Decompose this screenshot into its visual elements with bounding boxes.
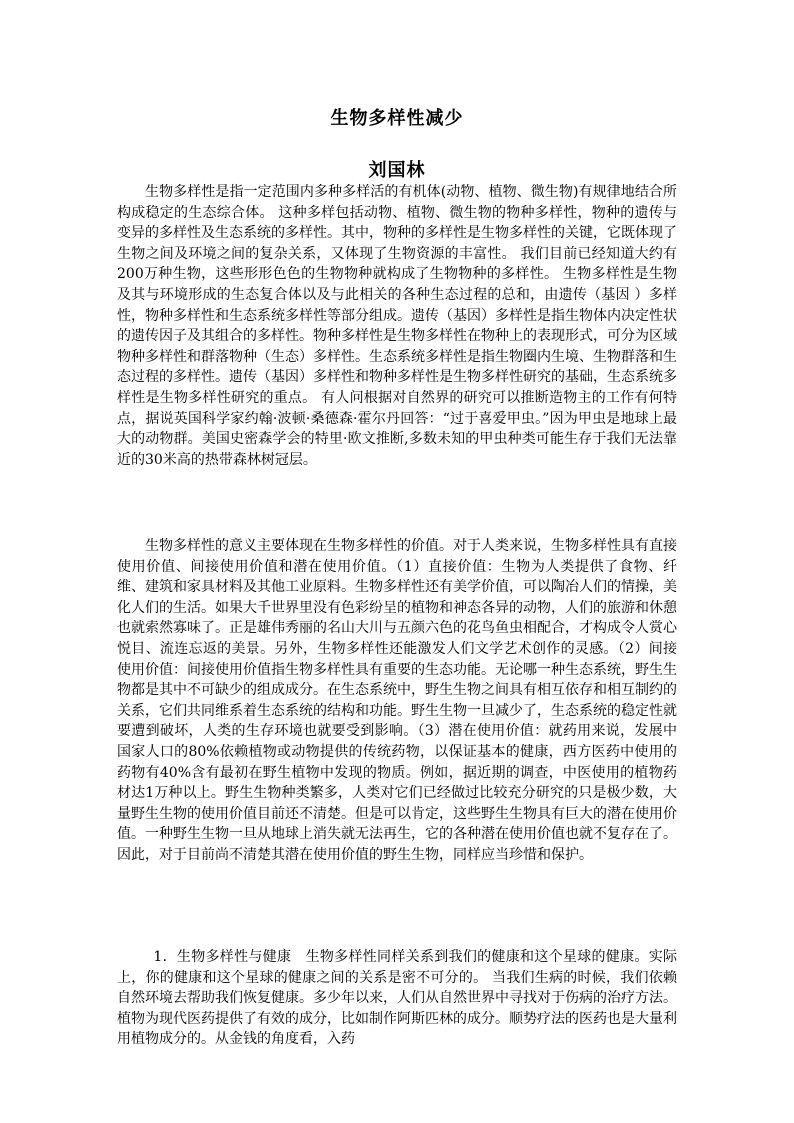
- paragraph-text: 生物多样性是指一定范围内多种多样活的有机体(动物、植物、微生物)有规律地结合所构成稳定的生态综合体。 这种多样包括动物、植物、微生物的物种多样性，物种的遗传与变异的多样性及生态系统的多样性。其中，物种的多样性是生物多样性的关键，它既体现了生物之间及环境之间的复杂关系，又体现了生物资源的丰富性。 我们目前已经知道大约有200万种生物，这些形形色色的生物物种就构成了生物物种的多样性。 生物多样性是生物及其与环境形成的生态复合体以及与此相关的各种生态过程的总和，由遗传（基因 ）多样性，物种多样性和生态系统多样性等部分组成。遗传（基因）多样性是指生物体内决定性状的遗传因子及其组合的多样性。物种多样性是生物多样性在物种上的表现形式，可分为区域物种多样性和群落物种（生态）多样性。生态系统多样性是指生物圈内生境、生物群落和生态过程的多样性。遗传（基因）多样性和物种多样性是生物多样性研究的基础，生态系统多样性是生物多样性研究的重点。 有人问根据对自然界的研究可以推断造物主的工作有何特点，据说英国科学家约翰·波顿·桑德森·霍尔丹回答：“过于喜爱甲虫。”因为甲虫是地球上最大的动物群。美国史密森学会的特里·欧文推断,多数未知的甲虫种类可能生存于我们无法靠近的30米高的热带森林树冠层。: [117, 184, 677, 468]
- document-title: 生物多样性减少: [330, 108, 464, 129]
- paragraph-health: [117, 947, 677, 1050]
- paragraph-intro: [117, 182, 677, 470]
- paragraph-significance: [117, 536, 677, 866]
- paragraph-text: 生物多样性的意义主要体现在生物多样性的价值。对于人类来说，生物多样性具有直接使用价值、间接使用价值和潜在使用价值。（1）直接价值：生物为人类提供了食物、纤维、建筑和家具材料及其他工业原料。生物多样性还有美学价值，可以陶冶人们的情操，美化人们的生活。如果大千世界里没有色彩纷呈的植物和神态各异的动物，人们的旅游和休憩也就索然寡味了。正是雄伟秀丽的名山大川与五颜六色的花鸟鱼虫相配合，才构成令人赏心悦目、流连忘返的美景。另外，生物多样性还能激发人们文学艺术创作的灵感。（2）间接使用价值：间接使用价值指生物多样性具有重要的生态功能。无论哪一种生态系统，野生生物都是其中不可缺少的组成成分。在生态系统中，野生生物之间具有相互依存和相互制约的关系，它们共同维系着生态系统的结构和功能。野生生物一旦减少了，生态系统的稳定性就要遭到破坏，人类的生存环境也就要受到影响。（3）潜在使用价值：就药用来说，发展中国家人口的80%依赖植物或动物提供的传统药物，以保证基本的健康，西方医药中使用的药物有40%含有最初在野生植物中发现的物质。例如，据近期的调查，中医使用的植物药材达1万种以上。野生生物种类繁多，人类对它们已经做过比较充分研究的只是极少数，大量野生生物的使用价值目前还不清楚。但是可以肯定，这些野生生物具有巨大的潜在使用价值。一种野生生物一旦从地球上消失就无法再生，它的各种潜在使用价值也就不复存在了。因此，对于目前尚不清楚其潜在使用价值的野生生物，同样应当珍惜和保护。: [117, 538, 677, 863]
- document-author: 刘国林: [368, 160, 426, 181]
- paragraph-text: 1．生物多样性与健康 生物多样性同样关系到我们的健康和这个星球的健康。实际上，你的健康和这个星球的健康之间的关系是密不可分的。 当我们生病的时候，我们依赖自然环境去帮助我们恢复健康。多少年以来，人们从自然世界中寻找对于伤病的治疗方法。植物为现代医药提供了有效的成分，比如制作阿斯匹林的成分。顺势疗法的医药也是大量利用植物成分的。从金钱的角度看，入药: [117, 949, 677, 1048]
